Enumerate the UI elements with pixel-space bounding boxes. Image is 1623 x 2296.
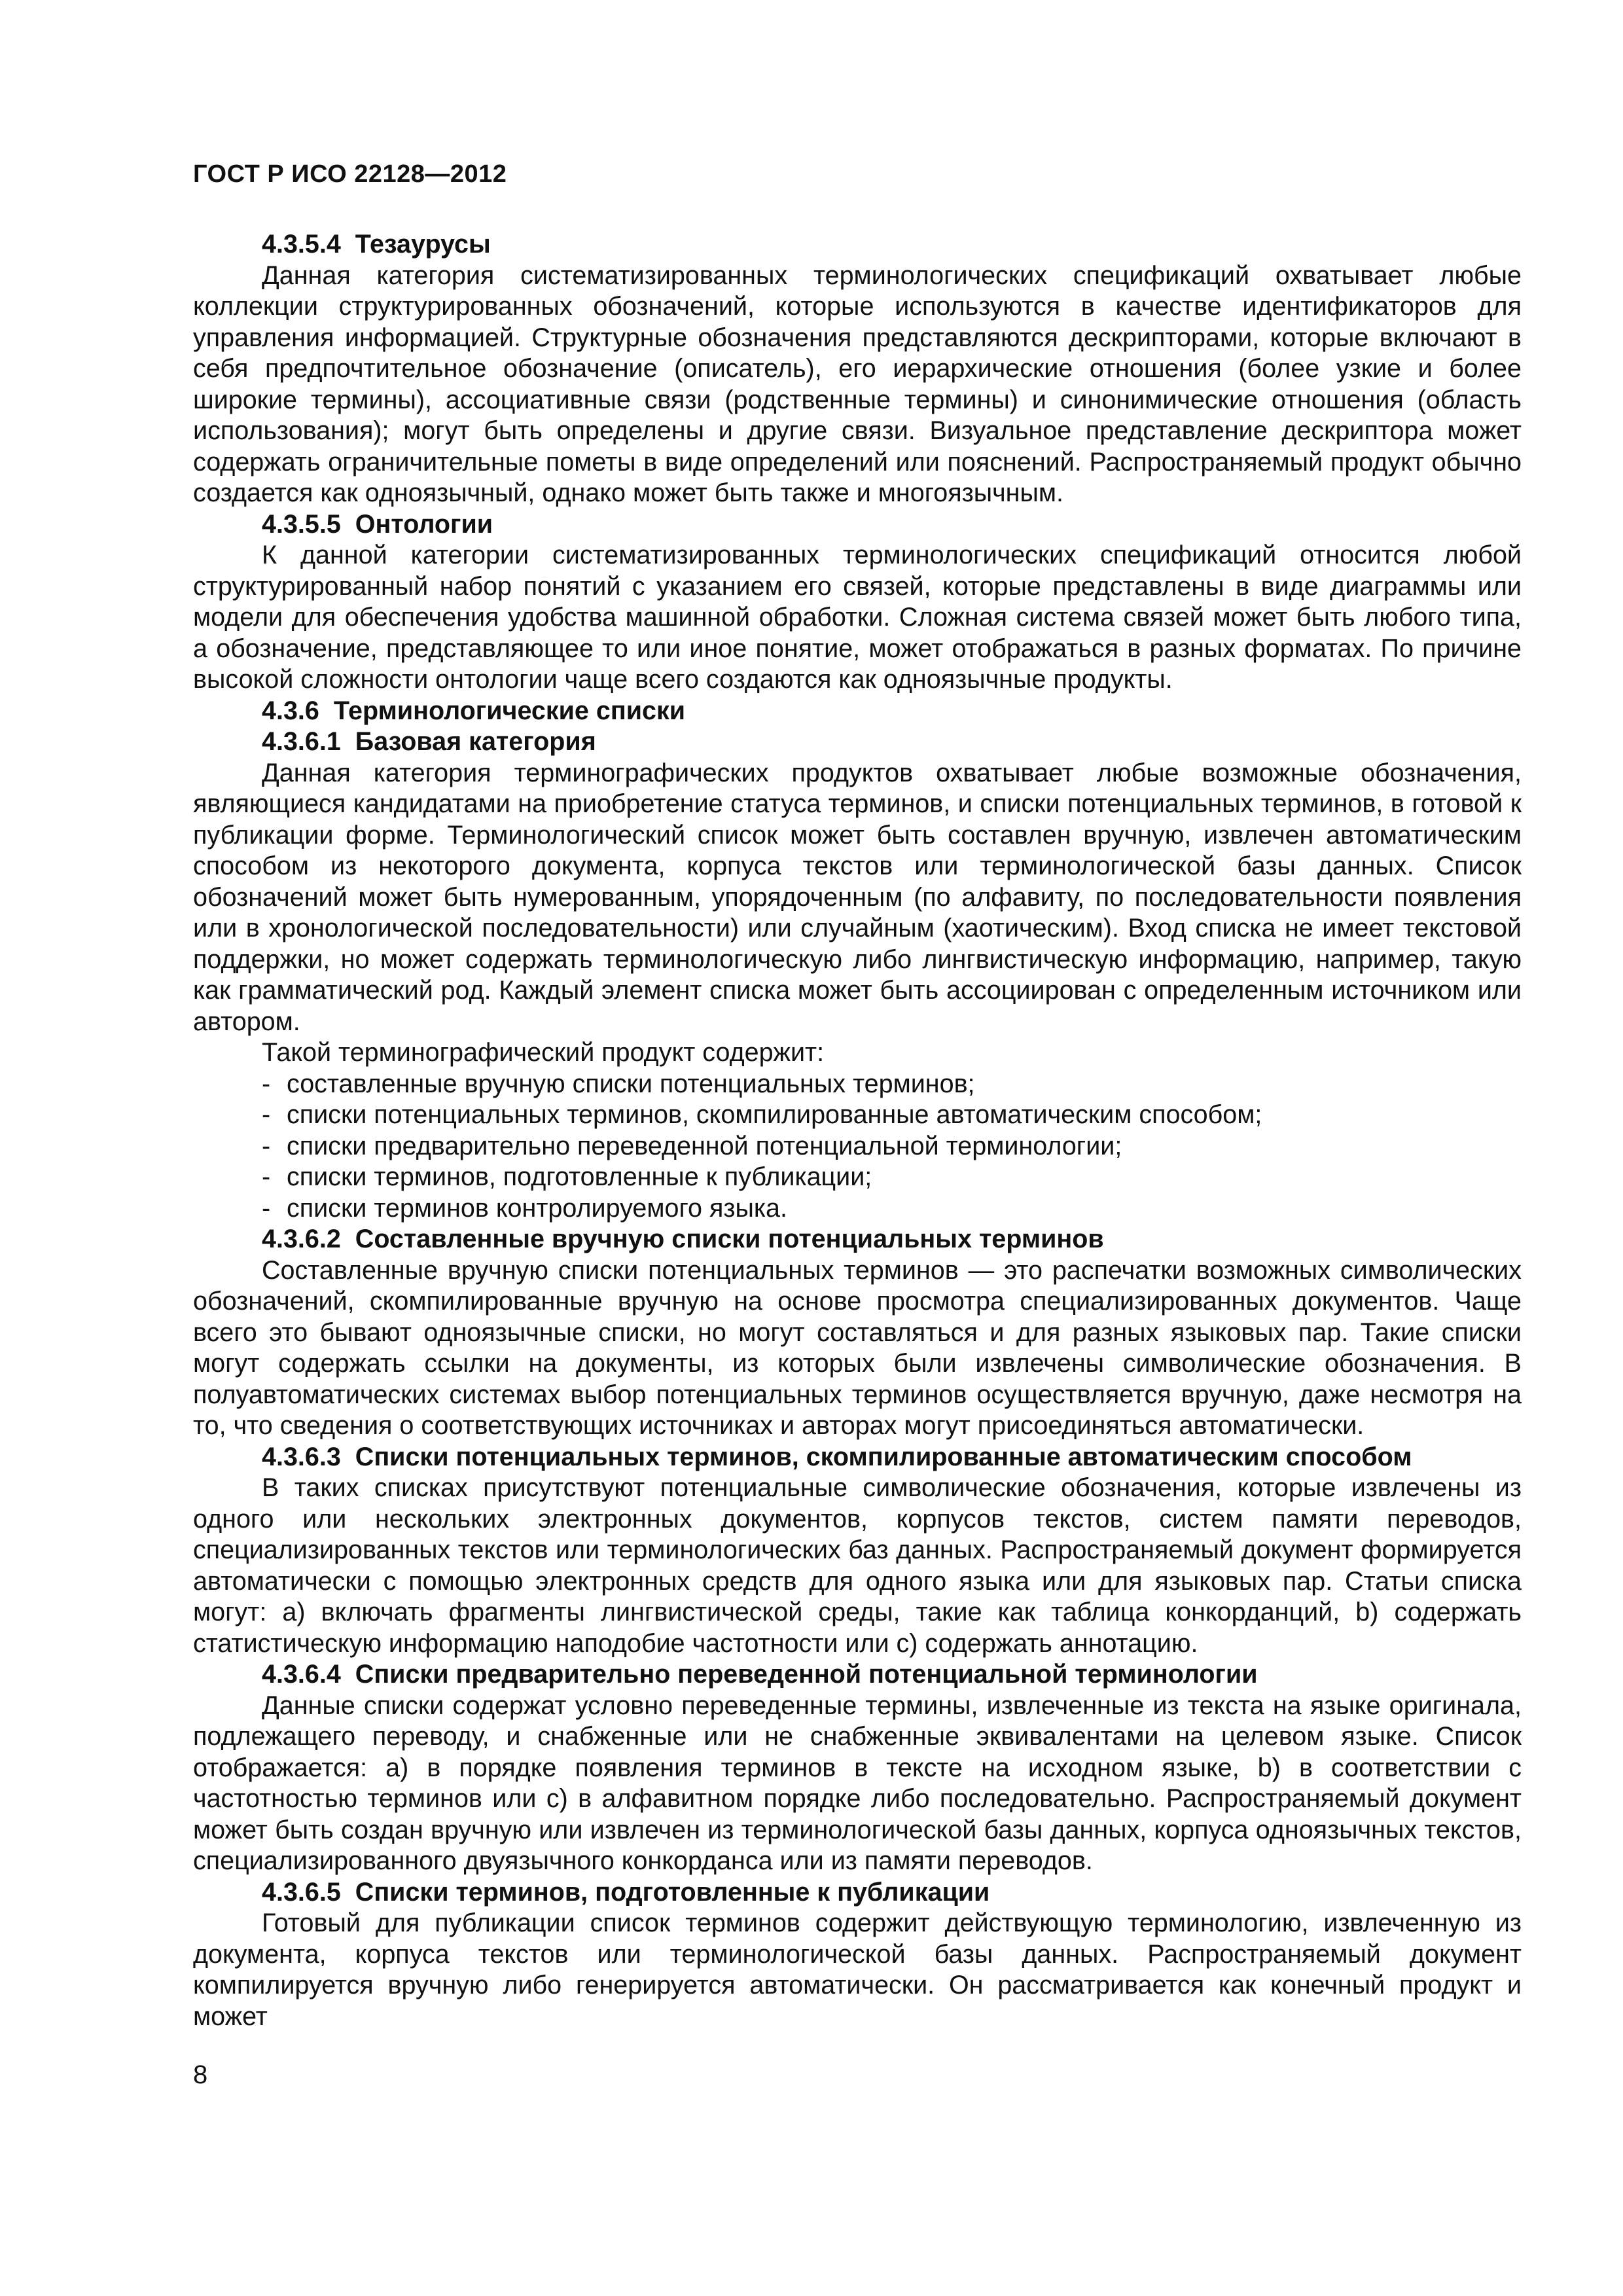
list-item-text: списки предварительно переведенной потенциальной терминологии; bbox=[287, 1131, 1122, 1160]
list-dash: - bbox=[262, 1193, 271, 1223]
section-heading bbox=[193, 1659, 1522, 1691]
paragraph: К данной категории систематизированных терминологических спецификаций относится любой структурированный набор понятий с указанием его связей, которые представлены в виде диаграммы или модели для обеспечения удобства машинной обработки. Сложная система связей может быть любого типа, а обозначение, представляющее то или иное понятие, может отображаться в разных форматах. По причине высокой сложности онтологии чаще всего создаются как одноязычные продукты. bbox=[193, 541, 1522, 694]
paragraph: В таких списках присутствуют потенциальные символические обозначения, которые извлечены из одного или нескольких электронных документов, корпусов текстов, систем памяти переводов, специализированных текстов или терминологических баз данных. Распространяемый документ формируется автоматически с помощью электронных средств для одного языка или для языковых пар. Статьи списка могут: a) включать фрагменты лингвистической среды, такие как таблица конкорданций, b) содержать статистическую информацию наподобие частотности или c) содержать аннотацию. bbox=[193, 1473, 1522, 1658]
paragraph: Такой терминографический продукт содержит: bbox=[262, 1038, 825, 1067]
list-item bbox=[193, 1162, 1522, 1193]
section-heading bbox=[193, 1442, 1522, 1473]
document-header: ГОСТ Р ИСО 22128—2012 bbox=[193, 160, 507, 188]
section-title: Списки предварительно переведенной потенциальной терминологии bbox=[355, 1660, 1258, 1689]
list-item bbox=[193, 1100, 1522, 1131]
list-dash: - bbox=[262, 1069, 271, 1098]
list-item-text: списки терминов, подготовленные к публикации; bbox=[287, 1162, 872, 1191]
section-heading bbox=[193, 1224, 1522, 1255]
section-title: Составленные вручную списки потенциальных терминов bbox=[355, 1225, 1104, 1253]
paragraph: Данная категория терминографических продуктов охватывает любые возможные обозначения, являющиеся кандидатами на приобретение статуса терминов, и списки потенциальных терминов, в готовой к публикации форме. Терминологический список может быть составлен вручную, извлечен автоматическим способом из некоторого документа, корпуса текстов или терминологической базы данных. Список обозначений может быть нумерованным, упорядоченным (по алфавиту, по последовательности появления или в хронологической последовательности) или случайным (хаотическим). Вход списка не имеет текстовой поддержки, но может содержать терминологическую либо лингвистическую информацию, например, такую как грамматический род. Каждый элемент списка может быть ассоциирован с определенным источником или автором. bbox=[193, 758, 1522, 1036]
section-number: 4.3.5.5 bbox=[262, 509, 341, 539]
section-title: Онтологии bbox=[355, 509, 493, 539]
section-heading bbox=[193, 509, 1522, 541]
section-number: 4.3.6 bbox=[262, 696, 319, 725]
section-title: Списки терминов, подготовленные к публикации bbox=[355, 1877, 990, 1907]
paragraph: Данная категория систематизированных терминологических спецификаций охватывает любые коллекции структурированных обозначений, которые используются в качестве идентификаторов для управления информацией. Структурные обозначения представляются дескрипторами, которые включают в себя предпочтительное обозначение (описатель), его иерархические отношения (более узкие и более широкие термины), ассоциативные связи (родственные термины) и синонимические отношения (область использования); могут быть определены и другие связи. Визуальное представление дескриптора может содержать ограничительные пометы в виде определений или пояснений. Распространяемый продукт обычно создается как одноязычный, однако может быть также и многоязычным. bbox=[193, 260, 1522, 507]
list-dash: - bbox=[262, 1100, 271, 1129]
section-title: Тезаурусы bbox=[355, 230, 491, 259]
section-heading bbox=[193, 1877, 1522, 1909]
section-number: 4.3.6.1 bbox=[262, 727, 341, 756]
page-number: 8 bbox=[193, 2060, 208, 2089]
bullet-list bbox=[193, 1069, 1522, 1225]
list-item bbox=[193, 1131, 1522, 1162]
section-heading bbox=[193, 229, 1522, 260]
list-item-text: списки терминов контролируемого языка. bbox=[287, 1193, 787, 1223]
list-item bbox=[193, 1193, 1522, 1225]
section-title: Терминологические списки bbox=[333, 696, 686, 725]
paragraph: Готовый для публикации список терминов содержит действующую терминологию, извлеченную из документа, корпуса текстов или терминологической базы данных. Распространяемый документ компилируется вручную либо генерируется автоматически. Он рассматривается как конечный продукт и может bbox=[193, 1909, 1522, 2031]
section-number: 4.3.6.2 bbox=[262, 1225, 341, 1253]
paragraph: Составленные вручную списки потенциальных терминов — это распечатки возможных символических обозначений, скомпилированные вручную на основе просмотра специализированных документов. Чаще всего это бывают одноязычные списки, но могут составляться и для разных языковых пар. Такие списки могут содержать ссылки на документы, из которых были извлечены символические обозначения. В полуавтоматических системах выбор потенциальных терминов осуществляется вручную, даже несмотря на то, что сведения о соответствующих источниках и авторах могут присоединяться автоматически. bbox=[193, 1255, 1522, 1440]
list-dash: - bbox=[262, 1162, 271, 1191]
paragraph: Данные списки содержат условно переведенные термины, извлеченные из текста на языке оригинала, подлежащего переводу, и снабженные или не снабженные эквивалентами на целевом языке. Список отображается: a) в порядке появления терминов в тексте на исходном языке, b) в соответствии с частотностью терминов или c) в алфавитном порядке либо последовательно. Распространяемый документ может быть создан вручную или извлечен из терминологической базы данных, корпуса одноязычных текстов, специализированного двуязычного конкорданса или из памяти переводов. bbox=[193, 1691, 1522, 1875]
list-dash: - bbox=[262, 1131, 271, 1160]
section-number: 4.3.6.5 bbox=[262, 1877, 341, 1907]
section-heading bbox=[193, 726, 1522, 758]
list-item bbox=[193, 1069, 1522, 1100]
section-number: 4.3.5.4 bbox=[262, 230, 341, 259]
section-heading bbox=[193, 696, 1522, 727]
document-body bbox=[193, 229, 1522, 2032]
section-number: 4.3.6.3 bbox=[262, 1442, 341, 1471]
section-title: Списки потенциальных терминов, скомпилированные автоматическим способом bbox=[355, 1442, 1412, 1471]
section-title: Базовая категория bbox=[355, 727, 596, 756]
list-item-text: списки потенциальных терминов, скомпилированные автоматическим способом; bbox=[287, 1100, 1262, 1129]
list-item-text: составленные вручную списки потенциальных терминов; bbox=[287, 1069, 975, 1098]
section-number: 4.3.6.4 bbox=[262, 1660, 341, 1689]
